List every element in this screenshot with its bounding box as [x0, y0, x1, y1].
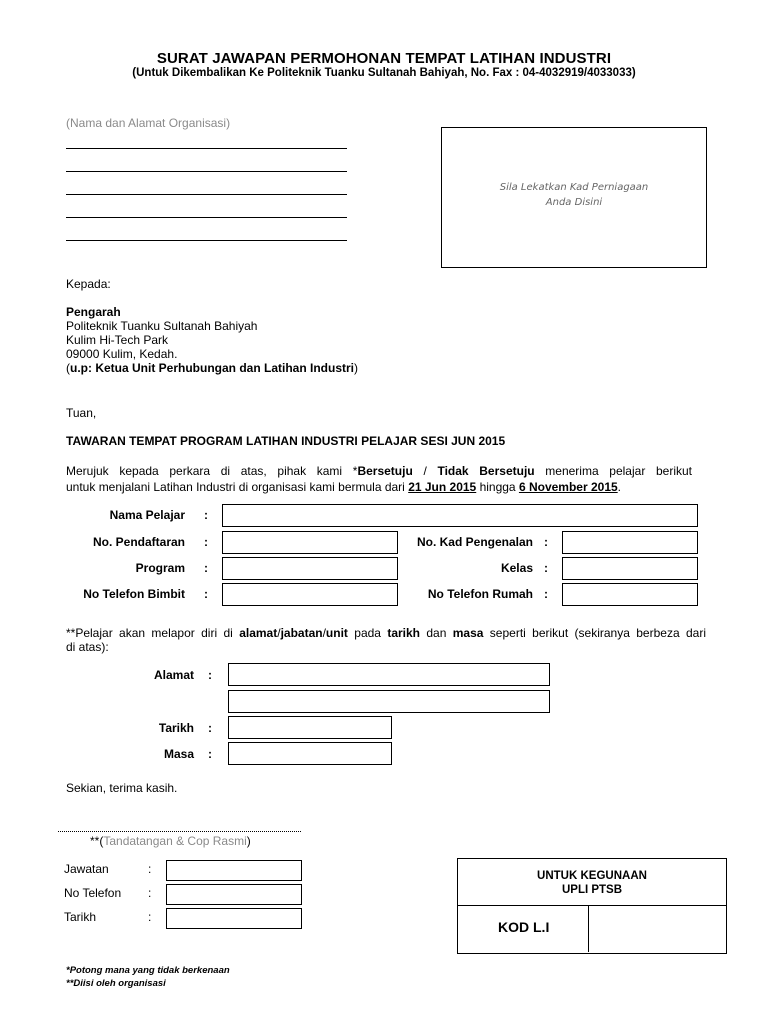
no-telefon-bimbit-field[interactable]	[222, 583, 398, 606]
office-use-heading	[458, 869, 726, 897]
colon: :	[204, 508, 208, 522]
no-kad-pengenalan-label: No. Kad Pengenalan	[416, 535, 533, 549]
org-address-line[interactable]	[66, 240, 347, 241]
masa-label: Masa	[163, 747, 194, 761]
form-title: SURAT JAWAPAN PERMOHONAN TEMPAT LATIHAN INDUSTRI	[156, 50, 612, 67]
jawatan-field[interactable]	[166, 860, 302, 881]
footnote-1: *Potong mana yang tidak berkenaan	[66, 965, 230, 976]
no-telefon-label: No Telefon	[64, 886, 122, 900]
footnote-2: **Diisi oleh organisasi	[66, 978, 166, 989]
no-kad-pengenalan-field[interactable]	[562, 531, 698, 554]
org-address-line[interactable]	[66, 148, 347, 149]
kod-li-label: KOD L.I	[498, 919, 550, 935]
alamat-label: Alamat	[153, 668, 194, 682]
office-use-line1: UNTUK KEGUNAAN	[537, 870, 647, 882]
colon: :	[208, 747, 212, 761]
masa-field[interactable]	[228, 742, 392, 765]
report-instruction-line1: **Pelajar akan melapor diri di alamat/jabatan/unit pada tarikh dan masa seperti berikut (sekiranya berbeza dari	[66, 626, 706, 640]
nama-pelajar-label: Nama Pelajar	[109, 508, 185, 522]
tarikh-field[interactable]	[228, 716, 392, 739]
colon: :	[208, 721, 212, 735]
no-pendaftaran-field[interactable]	[222, 531, 398, 554]
alamat-field-line2[interactable]	[228, 690, 550, 713]
colon: :	[544, 561, 548, 575]
office-box-vertical-divider	[588, 905, 589, 952]
letter-paragraph-line1: Merujuk kepada perkara di atas, pihak kami *Bersetuju / Tidak Bersetuju menerima pelajar berikut	[66, 464, 692, 478]
no-pendaftaran-label: No. Pendaftaran	[92, 535, 185, 549]
colon: :	[148, 886, 152, 900]
no-telefon-field[interactable]	[166, 884, 302, 905]
recipient-line1: Politeknik Tuanku Sultanah Bahiyah	[66, 319, 258, 333]
org-placeholder: (Nama dan Alamat Organisasi)	[66, 116, 231, 130]
sign-tarikh-label: Tarikh	[64, 910, 97, 924]
colon: :	[204, 535, 208, 549]
kelas-field[interactable]	[562, 557, 698, 580]
colon: :	[204, 561, 208, 575]
signature-caption: **(Tandatangan & Cop Rasmi)	[90, 834, 251, 848]
recipient-line3: 09000 Kulim, Kedah.	[66, 347, 178, 361]
kod-li-field[interactable]	[590, 906, 724, 951]
signature-line[interactable]	[58, 831, 301, 832]
kepada-label: Kepada:	[66, 277, 111, 291]
business-card-box[interactable]	[441, 127, 707, 268]
org-address-line[interactable]	[66, 217, 347, 218]
card-note-line1: Sila Lekatkan Kad Perniagaan	[499, 182, 649, 193]
card-note-line2: Anda Disini	[545, 197, 603, 208]
program-label: Program	[135, 561, 185, 575]
colon: :	[544, 587, 548, 601]
report-instruction-line2: di atas):	[66, 640, 109, 654]
office-use-line2: UPLI PTSB	[561, 884, 623, 896]
colon: :	[208, 668, 212, 682]
letter-subject: TAWARAN TEMPAT PROGRAM LATIHAN INDUSTRI PELAJAR SESI JUN 2015	[66, 434, 506, 448]
form-subtitle: (Untuk Dikembalikan Ke Politeknik Tuanku Sultanah Bahiyah, No. Fax : 04-4032919/4033033)	[132, 67, 636, 79]
org-address-line[interactable]	[66, 171, 347, 172]
closing-text: Sekian, terima kasih.	[66, 781, 178, 795]
no-telefon-rumah-field[interactable]	[562, 583, 698, 606]
sign-tarikh-field[interactable]	[166, 908, 302, 929]
colon: :	[204, 587, 208, 601]
kelas-label: Kelas	[500, 561, 533, 575]
no-telefon-rumah-label: No Telefon Rumah	[427, 587, 533, 601]
recipient-attention: (u.p: Ketua Unit Perhubungan dan Latihan Industri)	[66, 361, 358, 375]
program-field[interactable]	[222, 557, 398, 580]
colon: :	[148, 862, 152, 876]
alamat-field[interactable]	[228, 663, 550, 686]
jawatan-label: Jawatan	[64, 862, 109, 876]
recipient-line2: Kulim Hi-Tech Park	[66, 333, 169, 347]
colon: :	[148, 910, 152, 924]
org-address-line[interactable]	[66, 194, 347, 195]
recipient-name: Pengarah	[66, 305, 121, 319]
no-telefon-bimbit-label: No Telefon Bimbit	[83, 587, 185, 601]
letter-paragraph-line2: untuk menjalani Latihan Industri di organisasi kami bermula dari 21 Jun 2015 hingga 6 November 2015.	[66, 480, 622, 494]
nama-pelajar-field[interactable]	[222, 504, 698, 527]
salutation: Tuan,	[66, 406, 97, 420]
tarikh-label: Tarikh	[158, 721, 194, 735]
colon: :	[544, 535, 548, 549]
